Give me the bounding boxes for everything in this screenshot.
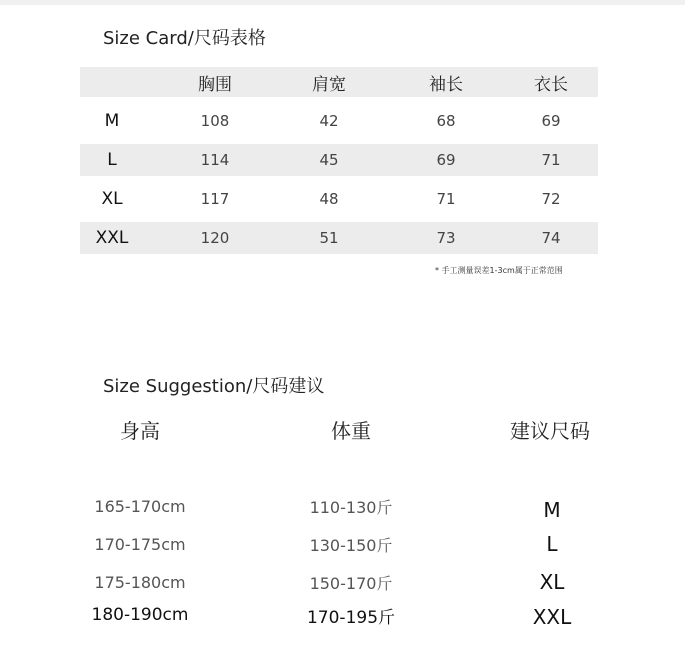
length-value: 71 — [541, 151, 561, 169]
chest-value: 117 — [200, 190, 230, 208]
height-range: 165-170cm — [94, 496, 186, 516]
length-value: 72 — [541, 190, 561, 208]
weight-range: 130-150斤 — [309, 535, 393, 555]
size-card-table — [80, 67, 598, 261]
size-card-title: Size Card/尺码表格 — [103, 28, 266, 49]
header-height: 身高 — [120, 419, 160, 443]
recommended-size: L — [546, 532, 558, 556]
sleeve-value: 69 — [436, 151, 456, 169]
list-item — [0, 492, 685, 520]
size-table-header-row — [80, 67, 598, 97]
size-label: XL — [101, 189, 123, 209]
height-range: 170-175cm — [94, 534, 186, 554]
size-label: M — [104, 111, 120, 131]
chest-value: 114 — [200, 151, 230, 169]
length-value: 69 — [541, 112, 561, 130]
list-item — [0, 530, 685, 558]
weight-range: 110-130斤 — [309, 497, 393, 517]
weight-range: 150-170斤 — [309, 573, 393, 593]
size-suggestion-title: Size Suggestion/尺码建议 — [103, 376, 325, 397]
length-value: 74 — [541, 229, 561, 247]
height-range: 175-180cm — [94, 572, 186, 592]
header-shoulder: 肩宽 — [312, 74, 346, 95]
table-row — [80, 144, 598, 176]
chest-value: 108 — [200, 112, 230, 130]
chest-value: 120 — [200, 229, 230, 247]
top-divider-band — [0, 0, 685, 5]
shoulder-value: 45 — [319, 151, 339, 169]
weight-range: 170-195斤 — [306, 607, 396, 628]
size-label: L — [107, 150, 117, 170]
table-row — [80, 183, 598, 215]
recommended-size: M — [543, 498, 561, 522]
header-chest: 胸围 — [198, 74, 232, 95]
table-row — [80, 105, 598, 137]
shoulder-value: 48 — [319, 190, 339, 208]
header-weight: 体重 — [331, 419, 371, 443]
shoulder-value: 51 — [319, 229, 339, 247]
table-row — [80, 222, 598, 254]
header-sleeve: 袖长 — [429, 74, 463, 95]
size-label: XXL — [95, 228, 129, 248]
measurement-note: * 手工测量误差1-3cm属于正常范围 — [435, 266, 563, 275]
sleeve-value: 71 — [436, 190, 456, 208]
list-item — [0, 601, 685, 629]
sleeve-value: 73 — [436, 229, 456, 247]
header-length: 衣长 — [534, 74, 568, 95]
shoulder-value: 42 — [319, 112, 339, 130]
sleeve-value: 68 — [436, 112, 456, 130]
list-item — [0, 568, 685, 596]
recommended-size: XL — [539, 570, 565, 594]
recommended-size: XXL — [532, 605, 572, 629]
height-range: 180-190cm — [91, 605, 189, 625]
header-recommended-size: 建议尺码 — [510, 419, 590, 443]
